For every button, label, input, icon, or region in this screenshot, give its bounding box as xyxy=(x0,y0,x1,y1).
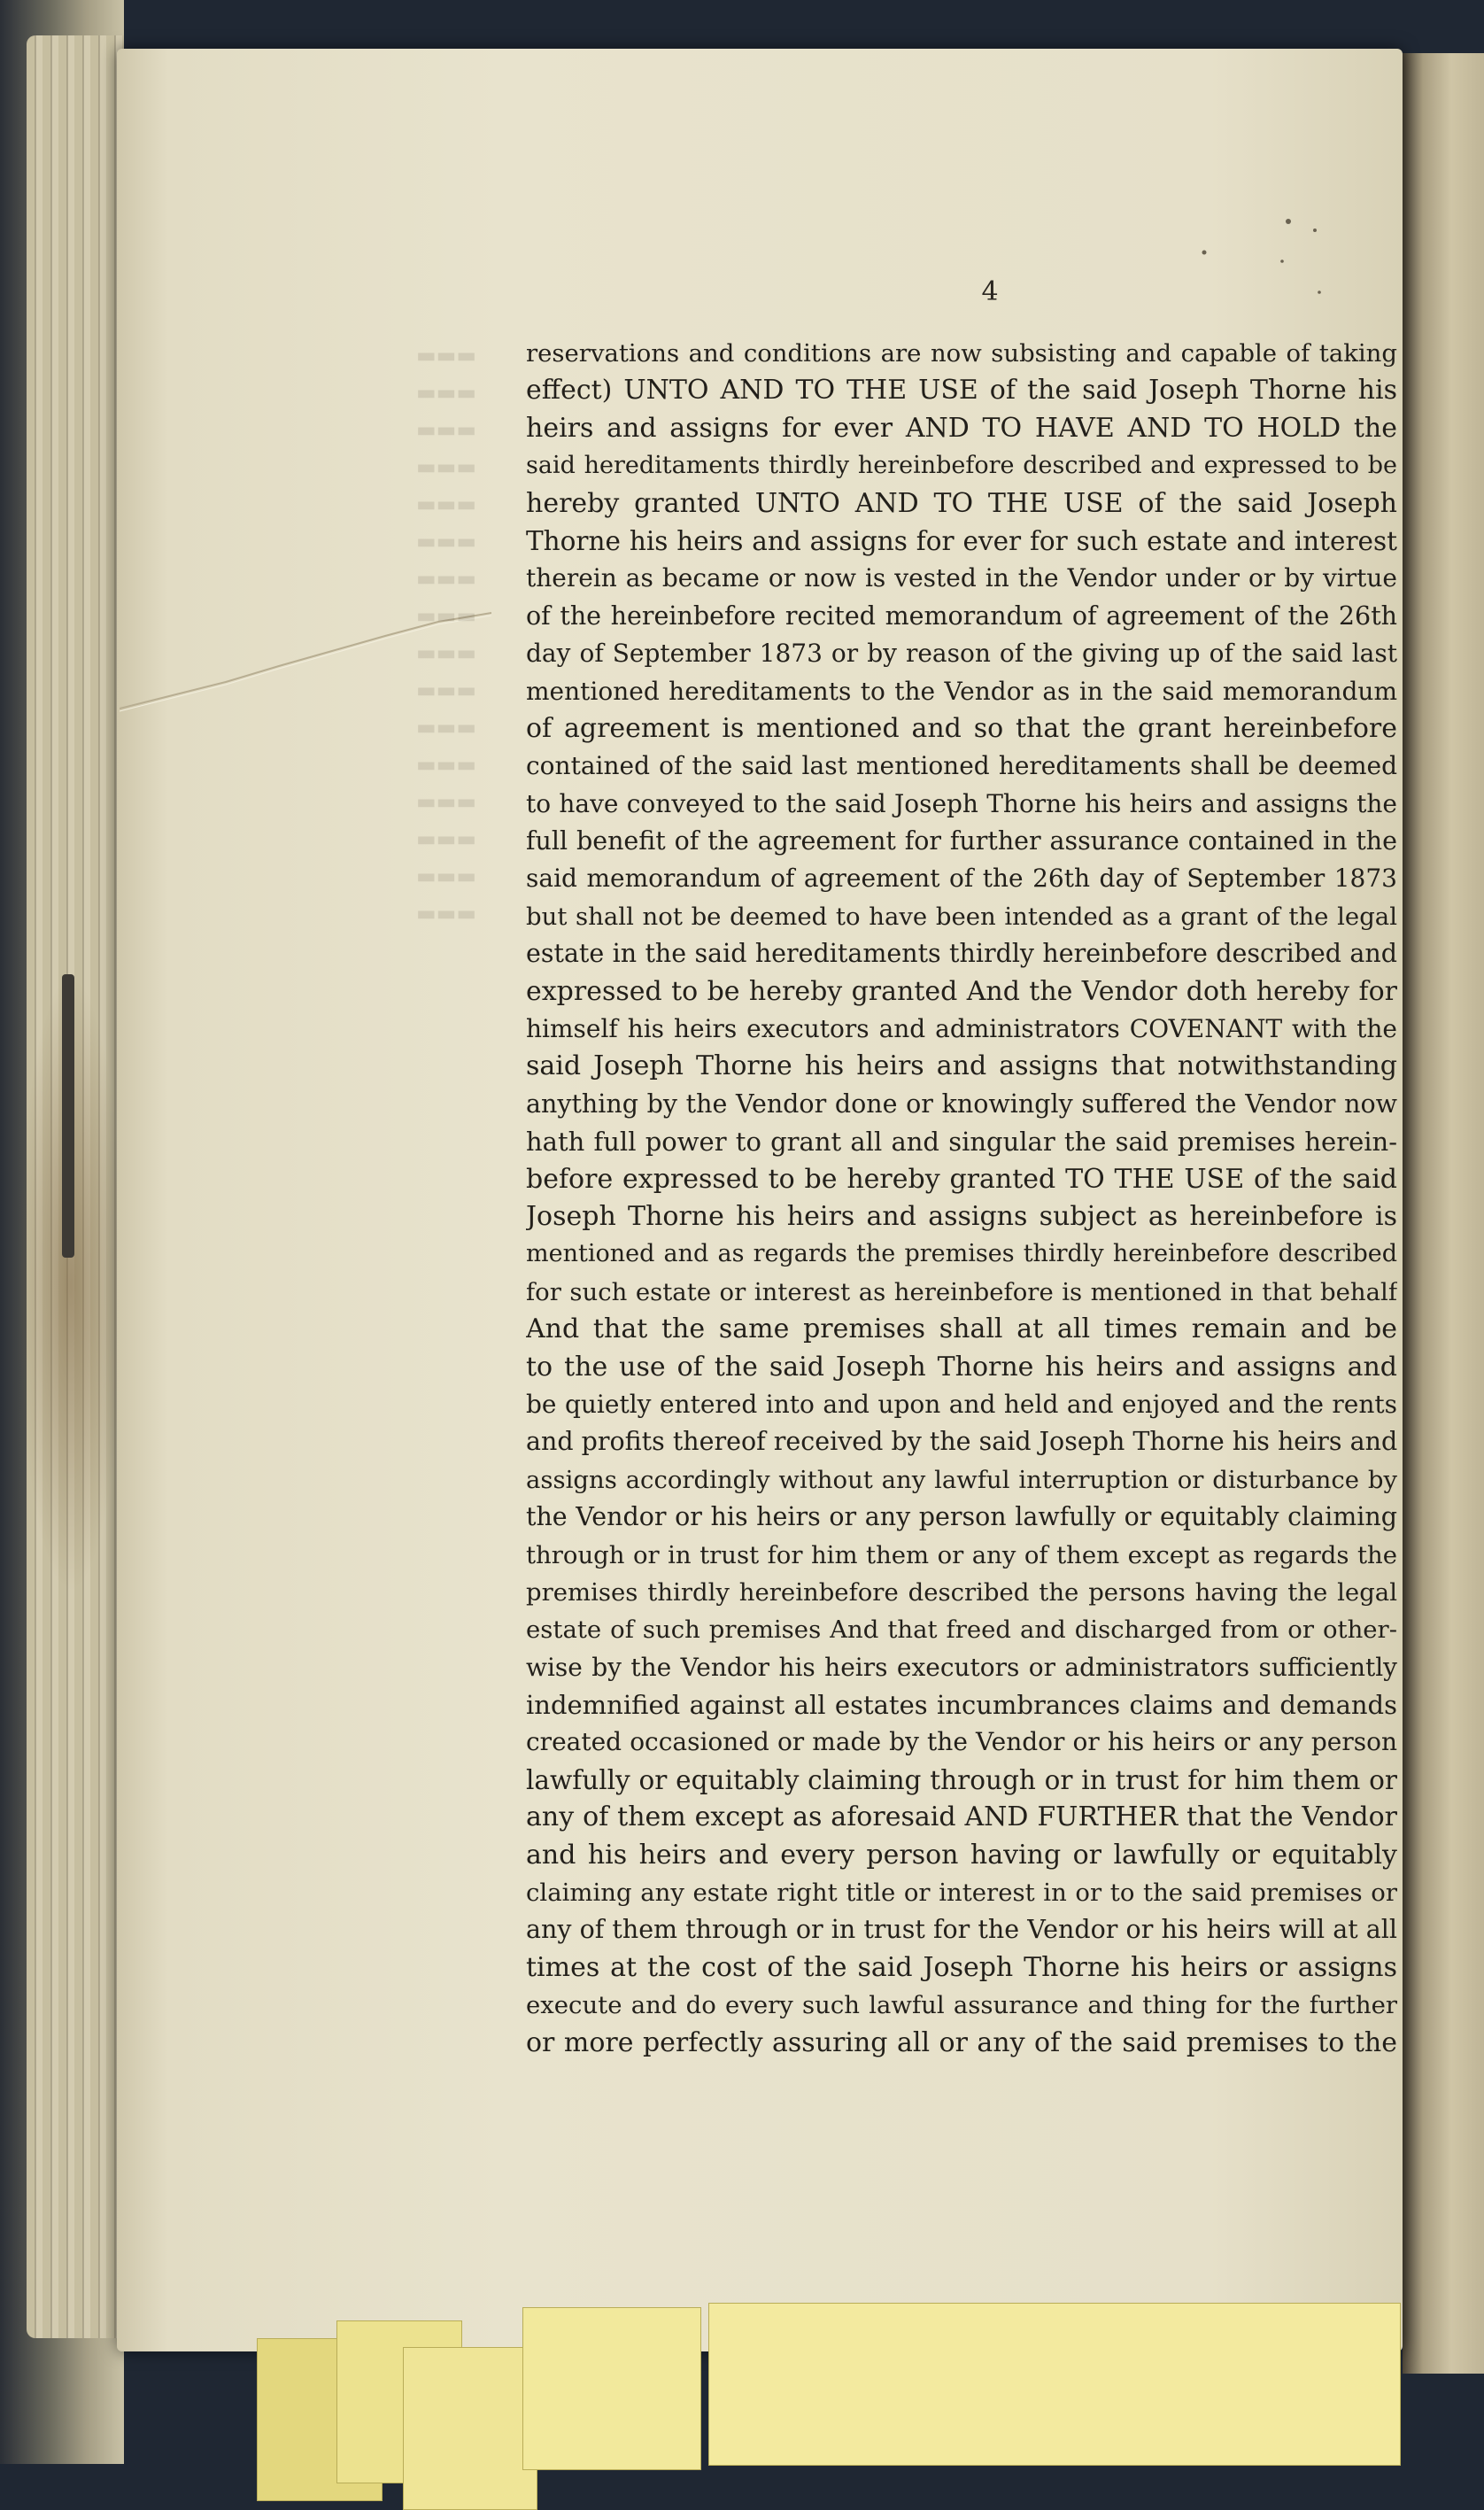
text-line: full benefit of the agreement for further assurance contained in the xyxy=(526,826,1397,856)
text-line: And that the same premises shall at all times remain and be xyxy=(526,1313,1397,1345)
text-line: hereby granted UNTO AND TO THE USE of the said Joseph xyxy=(526,487,1397,519)
text-line: anything by the Vendor done or knowingly suffered the Vendor now xyxy=(526,1088,1397,1119)
show-through-text: ▬▬▬ ▬▬▬ ▬▬▬ ▬▬▬ ▬▬▬ ▬▬▬ ▬▬▬ ▬▬▬ ▬▬▬ ▬▬▬ ▬▬▬ ▬▬▬ ▬▬▬ ▬▬▬ ▬▬▬ ▬▬▬ xyxy=(416,343,477,926)
text-line: and profits thereof received by the said Joseph Thorne his heirs and xyxy=(526,1427,1397,1457)
text-line: through or in trust for him them or any of them except as regards the xyxy=(526,1540,1397,1569)
text-line: assigns accordingly without any lawful interruption or disturbance by xyxy=(526,1465,1397,1494)
text-line: to the use of the said Joseph Thorne his heirs and assigns and xyxy=(526,1351,1397,1383)
text-line: of agreement is mentioned and so that the grant hereinbefore xyxy=(526,712,1397,744)
text-line: claiming any estate right title or interest in or to the said premises or xyxy=(526,1879,1397,1908)
text-line: reservations and conditions are now subsisting and capable of taking xyxy=(526,339,1397,368)
text-line: to have conveyed to the said Joseph Thorne his heirs and assigns the xyxy=(526,788,1397,818)
text-line: wise by the Vendor his heirs executors or administrators sufficiently xyxy=(526,1652,1397,1682)
text-line: said memorandum of agreement of the 26th day of September 1873 xyxy=(526,864,1397,894)
binding-tab xyxy=(62,974,74,1258)
text-line: before expressed to be hereby granted TO THE USE of the said xyxy=(526,1163,1397,1195)
text-line: Thorne his heirs and assigns for ever for such estate and interest xyxy=(526,525,1397,556)
ink-specks xyxy=(1186,204,1346,310)
text-line: himself his heirs executors and administrators COVENANT with the xyxy=(526,1014,1397,1044)
text-line: said hereditaments thirdly hereinbefore described and expressed to be xyxy=(526,452,1397,480)
text-line: hath full power to grant all and singular the said premises herein- xyxy=(526,1127,1397,1158)
text-line: expressed to be hereby granted And the Vendor doth hereby for xyxy=(526,975,1397,1007)
text-line: for such estate or interest as hereinbefore is mentioned in that behalf xyxy=(526,1277,1397,1306)
text-line: times at the cost of the said Joseph Thorne his heirs or assigns xyxy=(526,1951,1397,1983)
text-line: effect) UNTO AND TO THE USE of the said Joseph Thorne his xyxy=(526,375,1397,407)
sticky-tab xyxy=(522,2307,701,2470)
text-line: but shall not be deemed to have been intended as a grant of the legal xyxy=(526,902,1397,931)
text-line: Joseph Thorne his heirs and assigns subject as hereinbefore is xyxy=(526,1200,1397,1232)
text-line: any of them except as aforesaid AND FURTHER that the Vendor xyxy=(526,1801,1397,1833)
text-line: the Vendor or his heirs or any person lawfully or equitably claiming xyxy=(526,1502,1397,1532)
facing-page-edge xyxy=(1403,53,1484,2374)
text-line: day of September 1873 or by reason of the giving up of the said last xyxy=(526,639,1397,669)
text-line: be quietly entered into and upon and held and enjoyed and the rents xyxy=(526,1389,1397,1419)
text-line: or more perfectly assuring all or any of the said premises to the xyxy=(526,2026,1397,2058)
text-line: mentioned and as regards the premises thirdly hereinbefore described xyxy=(526,1240,1397,1268)
sticky-tab xyxy=(403,2347,537,2510)
text-line: any of them through or in trust for the Vendor or his heirs will at all xyxy=(526,1915,1397,1945)
text-line: mentioned hereditaments to the Vendor as in the said memorandum xyxy=(526,676,1397,706)
text-line: indemnified against all estates incumbrances claims and demands xyxy=(526,1690,1397,1721)
sticky-tab xyxy=(708,2303,1401,2466)
text-line: therein as became or now is vested in the Vendor under or by virtue xyxy=(526,563,1397,593)
text-line: heirs and assigns for ever AND TO HAVE AND TO HOLD the xyxy=(526,412,1397,444)
text-line: contained of the said last mentioned hereditaments shall be deemed xyxy=(526,751,1397,781)
text-line: lawfully or equitably claiming through or in trust for him them or xyxy=(526,1764,1397,1795)
text-line: said Joseph Thorne his heirs and assigns that notwithstanding xyxy=(526,1050,1397,1082)
text-line: created occasioned or made by the Vendor or his heirs or any person xyxy=(526,1727,1397,1757)
text-line: of the hereinbefore recited memorandum of agreement of the 26th xyxy=(526,600,1397,631)
text-line: execute and do every such lawful assurance and thing for the further xyxy=(526,1991,1397,2020)
text-line: premises thirdly hereinbefore described the persons having the legal xyxy=(526,1577,1397,1607)
page-number: 4 xyxy=(981,276,999,307)
deed-body-text xyxy=(526,335,1397,2062)
text-line: and his heirs and every person having or lawfully or equitably xyxy=(526,1839,1397,1871)
text-line: estate in the said hereditaments thirdly hereinbefore described and xyxy=(526,939,1397,969)
text-line: estate of such premises And that freed and discharged from or other- xyxy=(526,1615,1397,1645)
